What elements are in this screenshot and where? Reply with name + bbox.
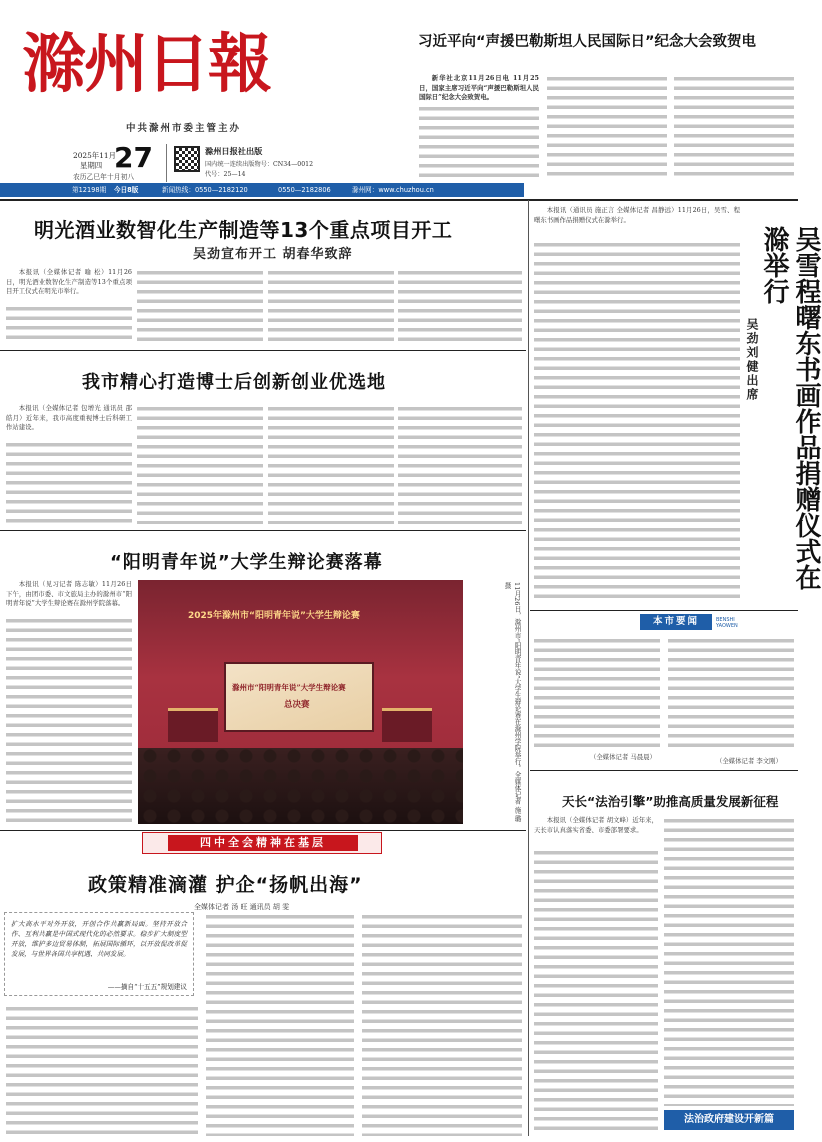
story4-headline: 吴雪程曙东书画作品捐赠仪式在滁举行 (759, 226, 821, 590)
feature-quote: 扩大高水平对外开放，开创合作共赢新局面。坚持开放合作、互利共赢是中国式现代化的必然要求。稳步扩大制度型开放，维护多边贸易体制，拓展国际循环，以开放促改革促发展，与世界各国共享机遇、共同发展。 (11, 920, 187, 958)
date-weekday: 星期四 (80, 161, 103, 170)
story1-subhead: 吴劲宣布开工 胡春华致辞 (193, 247, 353, 262)
story1-col4 (398, 268, 522, 344)
date-day: 27 (114, 141, 153, 174)
story5-col1 (534, 848, 658, 1136)
stage-banner: 2025年滁州市“阳明青年说”大学生辩论赛 (188, 611, 360, 621)
date-lunar: 农历乙巳年十月初八 (73, 173, 135, 181)
story3-headline: “阳明青年说”大学生辩论赛落幕 (110, 552, 383, 573)
feature-headline: 政策精准滴灌 护企“扬帆出海” (88, 874, 363, 896)
story2-col2 (137, 404, 263, 524)
city-news-col1 (534, 636, 660, 752)
feature-col2 (206, 912, 354, 1136)
city-news-credit2: （全媒体记者 李文刚） (716, 757, 782, 765)
postal-code: 代号：25—14 (205, 171, 246, 178)
story4-byline: 本报讯（通讯员 施正言 全媒体记者 昌静远）11月26日，吴雪、程曙东书画作品捐赠仪式在滁举行。 (534, 206, 740, 224)
podium-left (168, 708, 218, 742)
story2-headline: 我市精心打造博士后创新创业优选地 (82, 372, 386, 393)
story4-subhead: 吴劲刘健出席 (745, 318, 759, 402)
story5-byline: 本报讯（全媒体记者 胡文峰）近年来，天长市认真落实省委、市委部署要求。 (534, 816, 658, 834)
rule-right-1 (530, 610, 798, 611)
rule-3 (0, 530, 526, 531)
lead-col2-text (547, 74, 667, 178)
feature-byline: 全媒体记者 汤 旺 通讯员 胡 雯 (194, 903, 290, 911)
story2-col3 (268, 404, 394, 524)
rule-right-2 (530, 770, 798, 771)
publisher: 滁州日报社出版 (205, 146, 263, 156)
story1-col3 (268, 268, 394, 344)
story2-col1 (6, 440, 132, 524)
masthead-subtitle: 中共滁州市委主管主办 (126, 123, 242, 134)
story2-lead (6, 404, 132, 438)
city-news-label-en: BENSHI YAOWEN (716, 617, 738, 629)
feature-banner: 四中全会精神在基层 (168, 835, 358, 851)
lead-headline: 习近平向“声援巴勒斯坦人民国际日”纪念大会致贺电 (418, 34, 757, 50)
issue-number: 第12198期 (72, 186, 107, 194)
logo: 滁州日報 (22, 27, 270, 102)
stage-screen-title: 滁州市“阳明青年说”大学生辩论赛 (232, 683, 346, 692)
story5-col2 (664, 816, 794, 1106)
news-hotline: 新闻热线：0550—2182120 (162, 186, 248, 194)
issn: 国内统一连续出版物号：CN34—0012 (205, 161, 314, 168)
masthead-divider (166, 144, 167, 182)
city-news-credit1: （全媒体记者 马晨晨） (590, 753, 656, 761)
story5-banner: 法治政府建设开新篇 (664, 1110, 794, 1130)
stage-screen-sub: 总决赛 (284, 700, 310, 710)
story1-byline: 本报讯（全媒体记者 喻 松）11月26日，明光酒业数智化生产制造等13个重点项目开工仪式在明光市举行。 (6, 268, 132, 296)
photo-caption: 11月26日，滁州市“阳明青年说”大学生辩论赛在滁州学院举行。全媒体记者 施 璐摄 (503, 582, 521, 822)
website[interactable]: 滁州网：www.chuzhou.cn (352, 186, 434, 194)
story2-byline: 本报讯（全媒体记者 包增光 通讯员 邵皓月）近年来，我市高度重视博士后科研工作站建设。 (6, 404, 132, 432)
feature-quote-source: ——摘自“十五五”规划建议 (107, 983, 187, 991)
story3-col1 (6, 616, 132, 824)
story5-headline: 天长“法治引擎”助推高质量发展新征程 (562, 794, 779, 809)
story4-lead (534, 206, 740, 238)
column-divider (528, 200, 529, 1136)
story3-byline: 本报讯（见习记者 陈志敏）11月26日下午，由团市委、市文旅局主办的滁州市“阳明青年说”大学生辩论赛在滁州学院落幕。 (6, 580, 132, 608)
qr-code (174, 146, 200, 172)
story4-col1 (534, 240, 740, 604)
date-year-month: 2025年11月 (73, 151, 116, 160)
feature-col3 (362, 912, 522, 1136)
city-news-col2 (668, 636, 794, 752)
lead-col3-text (674, 74, 794, 178)
page-count: 今日8版 (114, 186, 139, 194)
city-news-label: 本市要闻 (640, 614, 712, 630)
rule-2 (0, 350, 526, 351)
lead-body-text: 新华社北京11月26日电 11月25日，国家主席习近平向“声援巴勒斯坦人民国际日”纪念大会致贺电。 (419, 74, 539, 102)
story1-lead (6, 268, 132, 302)
lead-col1-text (419, 104, 539, 178)
story2-col4 (398, 404, 522, 524)
info-bar (0, 183, 524, 197)
rule-4 (0, 830, 526, 831)
ad-hotline: 0550—2182806 (278, 186, 331, 194)
podium-right (382, 708, 432, 742)
story3-lead (6, 580, 132, 614)
debate-photo (138, 580, 463, 824)
story1-col2 (137, 268, 263, 344)
story1-col1 (6, 304, 132, 344)
feature-col1 (6, 1004, 198, 1136)
audience (138, 748, 463, 824)
feature-quote-box (4, 912, 194, 996)
story5-lead (534, 816, 658, 846)
story1-headline: 明光酒业数智化生产制造等13个重点项目开工 (34, 218, 453, 242)
stage-screen (224, 662, 374, 732)
top-rule (0, 199, 798, 201)
